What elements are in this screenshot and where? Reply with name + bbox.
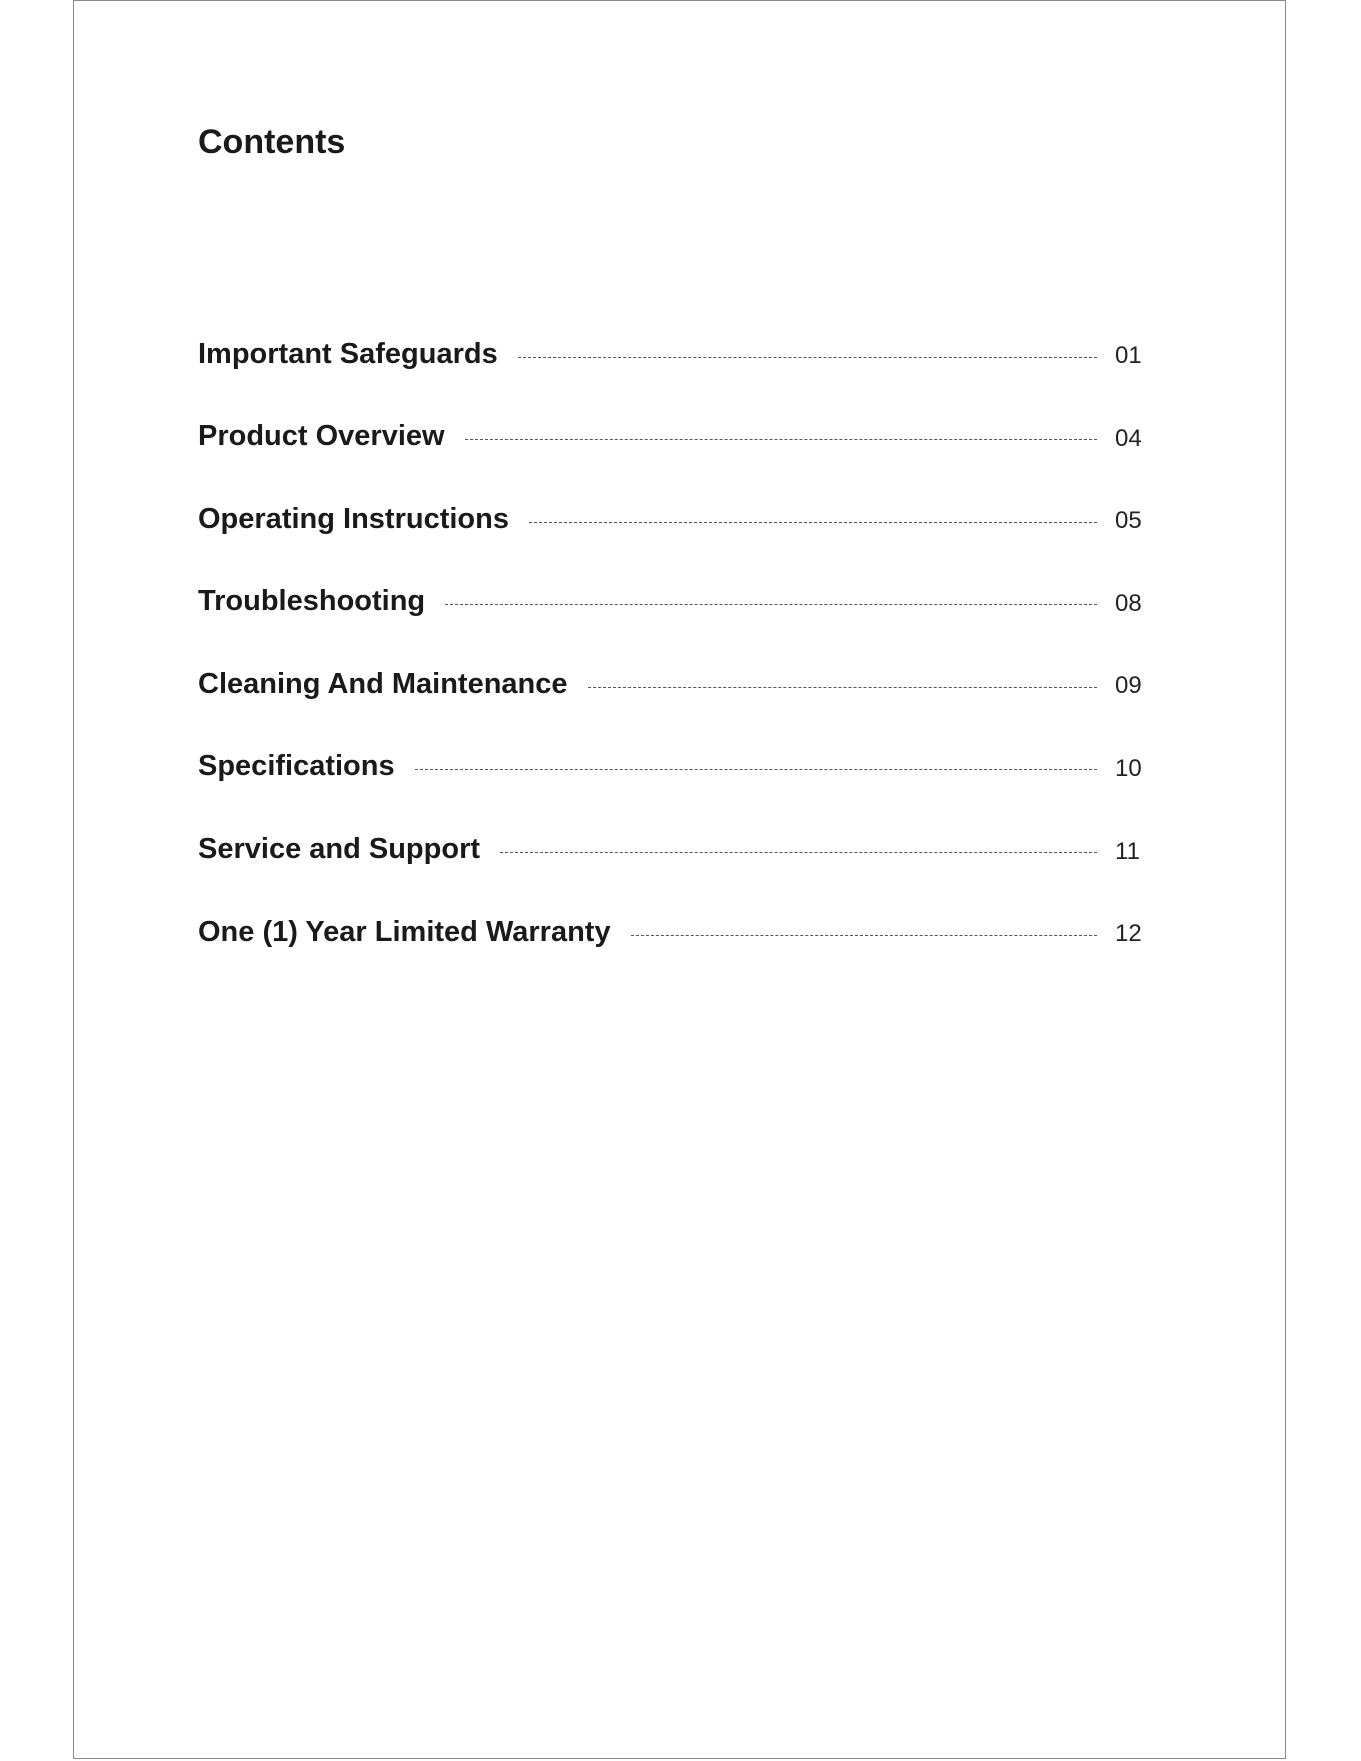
- toc-entry-page-number: 05: [1115, 507, 1142, 535]
- toc-entry-product-overview[interactable]: [198, 417, 1147, 457]
- toc-entry-important-safeguards[interactable]: [198, 334, 1147, 374]
- toc-entry-page-number: 09: [1115, 672, 1142, 700]
- dot-leader: [415, 769, 1097, 770]
- toc-entry-specifications[interactable]: [198, 747, 1147, 787]
- toc-entry-page-number: 12: [1115, 920, 1142, 948]
- toc-entry-limited-warranty[interactable]: [198, 912, 1147, 952]
- toc-entry-page-number: 08: [1115, 589, 1142, 617]
- toc-entry-label: Cleaning And Maintenance: [198, 667, 568, 700]
- dot-leader: [500, 852, 1097, 853]
- dot-leader: [518, 357, 1097, 358]
- dot-leader: [445, 604, 1097, 605]
- toc-entry-label: Specifications: [198, 750, 395, 783]
- toc-entry-page-number: 10: [1115, 754, 1142, 782]
- toc-entry-label: One (1) Year Limited Warranty: [198, 915, 611, 948]
- toc-entry-operating-instructions[interactable]: [198, 499, 1147, 539]
- toc-entry-troubleshooting[interactable]: [198, 582, 1147, 622]
- toc-entry-label: Product Overview: [198, 420, 445, 453]
- dot-leader: [529, 522, 1097, 523]
- page-title: Contents: [198, 123, 346, 161]
- toc-entry-page-number: 04: [1115, 424, 1142, 452]
- dot-leader: [588, 687, 1097, 688]
- dot-leader: [465, 439, 1097, 440]
- toc-entry-label: Operating Instructions: [198, 502, 509, 535]
- toc-entry-label: Troubleshooting: [198, 585, 426, 618]
- toc-entry-page-number: 01: [1115, 342, 1142, 369]
- toc-entry-label: Service and Support: [198, 833, 481, 866]
- dot-leader: [631, 935, 1097, 936]
- toc-entry-label: Important Safeguards: [198, 337, 498, 370]
- toc-entry-cleaning-and-maintenance[interactable]: [198, 664, 1147, 704]
- toc-entry-service-and-support[interactable]: [198, 830, 1147, 870]
- toc-entry-page-number: 11: [1115, 837, 1140, 865]
- table-of-contents: [198, 334, 1147, 995]
